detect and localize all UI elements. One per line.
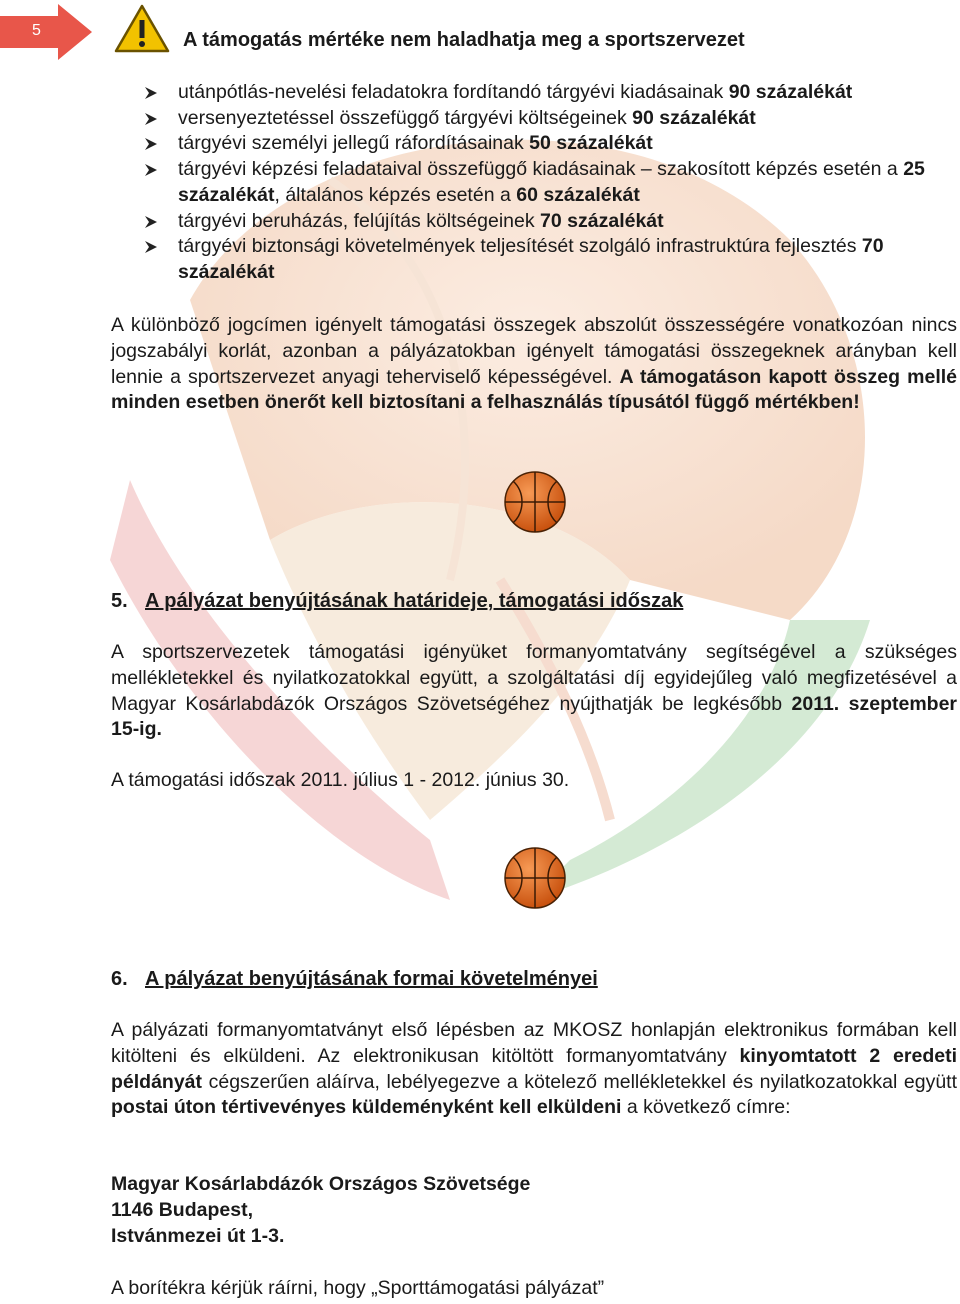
address-line: Istvánmezei út 1-3. bbox=[111, 1224, 285, 1247]
page-number: 5 bbox=[32, 22, 41, 39]
submission-paragraph: A pályázati formanyomtatványt első lépésben az MKOSZ honlapján elektronikus formában kell kitölteni és elküldeni. Az elektronikusan kitöltött formanyomtatvány kinyomtatott 2 eredeti példányát cégszerűen aláírva, lebélyegezve a kötelező mellékletekkel és nyilatkozatokkal együtt postai úton tértivevényes küldeményként kell elküldeni a következő címre: bbox=[111, 1019, 957, 1119]
deadline-paragraph: A sportszervezetek támogatási igényüket formanyomtatvány segítségével a szükséges mellékletekkel és nyilatkozatokkal együtt, a szolgáltatási díj egyidejűleg való megfizetésével a Magyar Kosárlabdázók Országos Szövetségéhez nyújthatják be legkésőbb 2011. szeptember 15-ig. bbox=[111, 641, 958, 741]
arrow-bullet-icon bbox=[144, 215, 158, 229]
funding-paragraph: A különböző jogcímen igényelt támogatási összegek abszolút összességére vonatkozóan nincs jogszabályi korlát, azonban a pályázatokban igényelt támogatási összegeknek arányban kell lennie a sportszervezet anyagi teherviselő képességével. A támogatáson kapott összeg mellé minden esetben önerőt kell biztosítani a felhasználás típusától függő mértékben! bbox=[111, 314, 957, 414]
basketball-icon bbox=[503, 470, 567, 534]
deadline-date: 2011. szeptember 15-ig. bbox=[111, 692, 958, 741]
list-item: versenyeztetéssel összefüggő tárgyévi költségeinek 90 százalékát bbox=[111, 106, 957, 132]
address-line: Magyar Kosárlabdázók Országos Szövetsége bbox=[111, 1173, 531, 1195]
mailing-address bbox=[111, 1172, 957, 1249]
envelope-note: A borítékra kérjük ráírni, hogy „Sporttámogatási pályázat” bbox=[111, 1277, 605, 1299]
arrow-bullet-icon bbox=[144, 240, 158, 254]
support-limits-list bbox=[111, 80, 957, 286]
support-period: A támogatási időszak 2011. július 1 - 2012. június 30. bbox=[111, 769, 570, 791]
list-item: tárgyévi beruházás, felújítás költségeinek 70 százalékát bbox=[111, 209, 957, 235]
address-line: 1146 Budapest, bbox=[111, 1198, 253, 1221]
list-item: tárgyévi személyi jellegű ráfordításainak 50 százalékát bbox=[111, 131, 957, 157]
arrow-bullet-icon bbox=[144, 137, 158, 151]
section-6-heading: 6. A pályázat benyújtásának formai követelményei bbox=[111, 968, 598, 990]
arrow-bullet-icon bbox=[144, 86, 158, 100]
basketball-icon bbox=[503, 846, 567, 910]
list-item: tárgyévi biztonsági követelmények teljesítését szolgáló infrastruktúra fejlesztés 70 százalékát bbox=[111, 234, 957, 285]
warning-icon bbox=[113, 3, 171, 55]
page-number-badge bbox=[0, 4, 92, 60]
own-contribution-note: A támogatáson kapott összeg mellé minden esetben önerőt kell biztosítani a felhasználás típusától függő mértékben! bbox=[111, 365, 957, 414]
warning-title: A támogatás mértéke nem haladhatja meg a sportszervezet bbox=[183, 29, 745, 51]
list-item: utánpótlás-nevelési feladatokra fordítandó tárgyévi kiadásainak 90 százalékát bbox=[111, 80, 957, 106]
list-item: tárgyévi képzési feladataival összefüggő kiadásainak – szakosított képzés esetén a 25 százalékát, általános képzés esetén a 60 százalékát bbox=[111, 157, 957, 208]
arrow-bullet-icon bbox=[144, 112, 158, 126]
section-5-heading: 5. A pályázat benyújtásának határideje, támogatási időszak bbox=[111, 590, 684, 612]
arrow-bullet-icon bbox=[144, 163, 158, 177]
